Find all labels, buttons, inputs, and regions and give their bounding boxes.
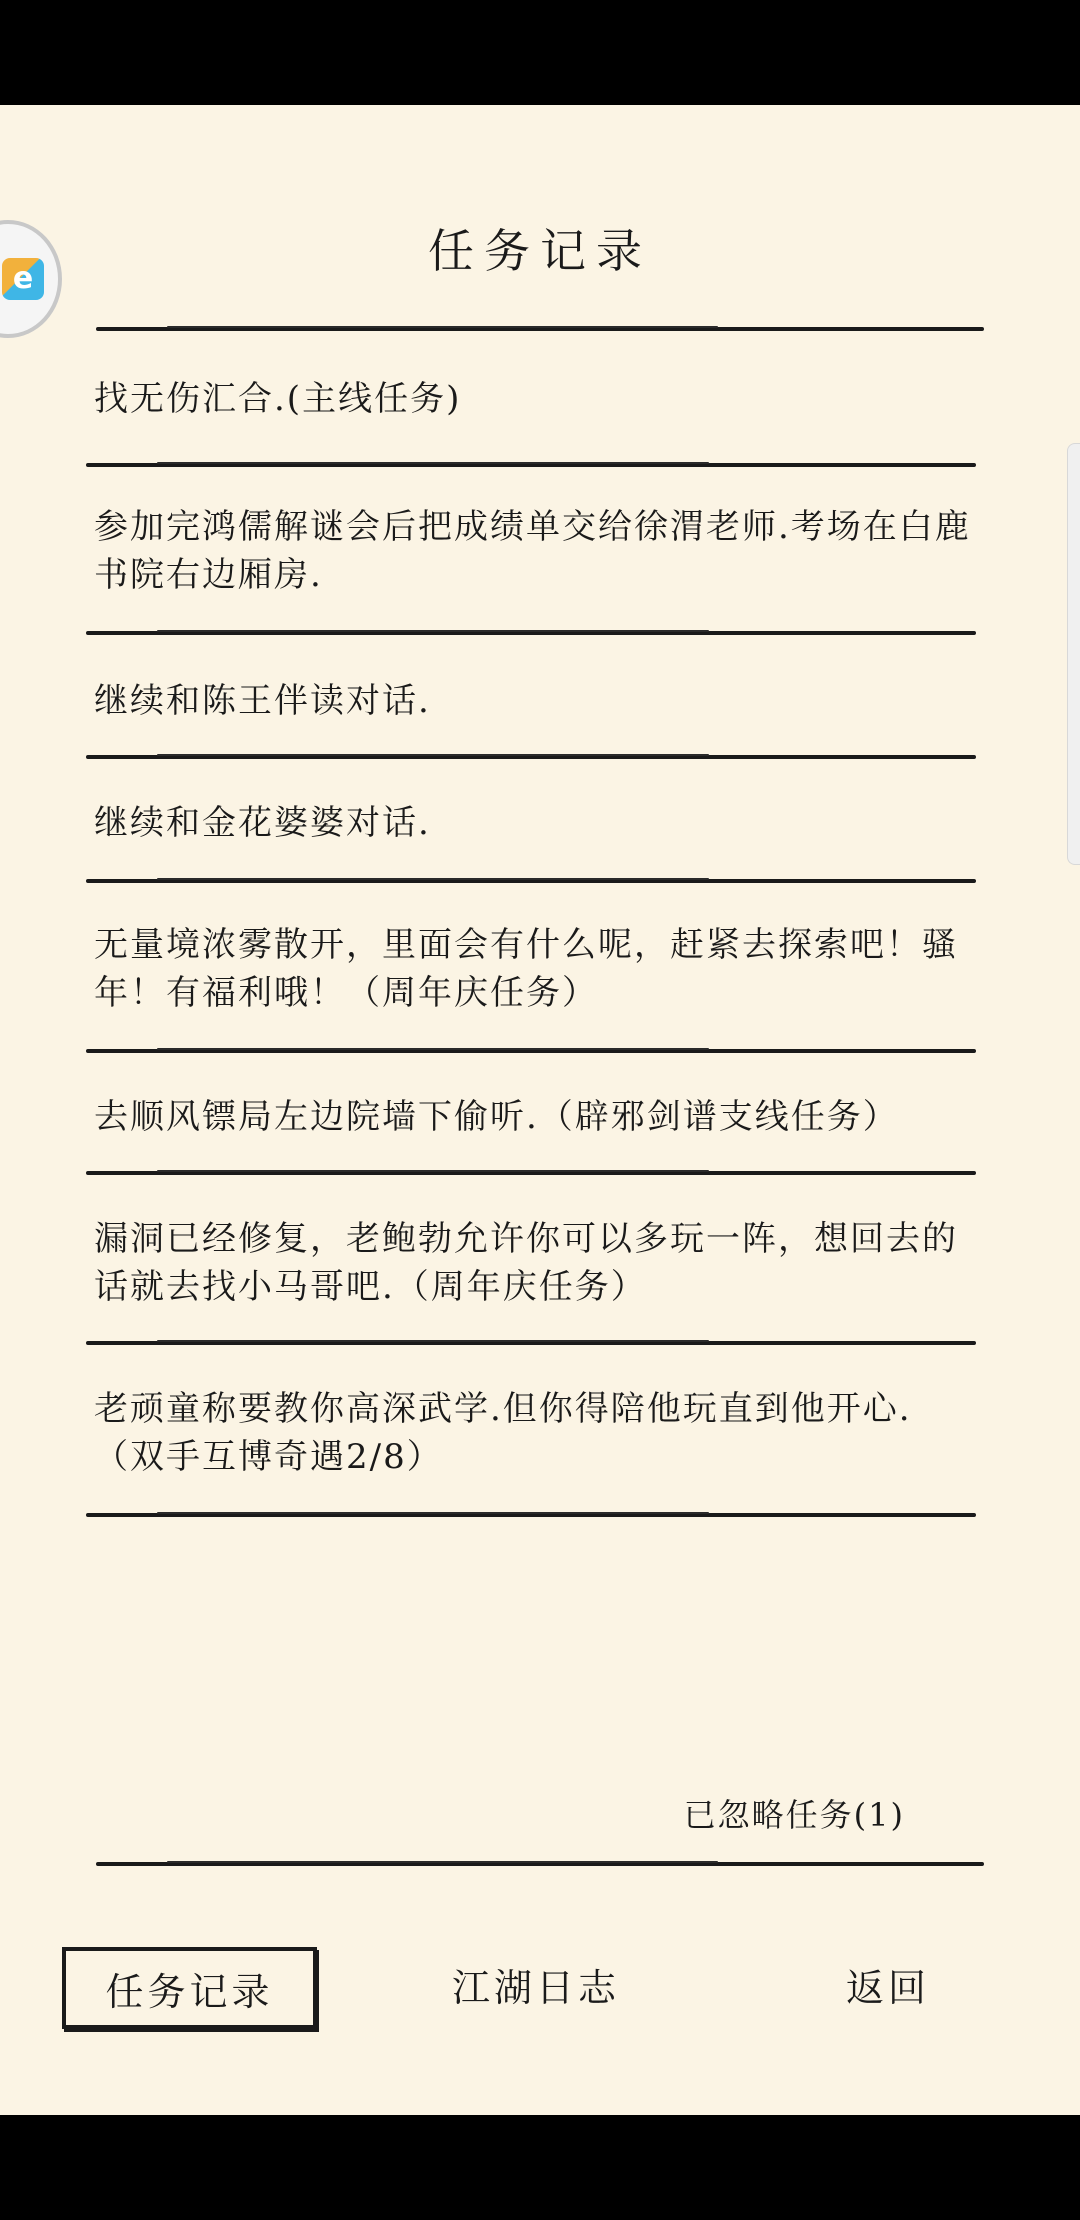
title-divider [96, 327, 984, 331]
tab-task-record-label: 任务记录 [105, 1969, 274, 2014]
edge-panel-handle[interactable] [1067, 443, 1080, 865]
divider [86, 1171, 976, 1175]
divider [86, 1049, 976, 1053]
divider [86, 463, 976, 467]
ignored-tasks-link[interactable]: 已忽略任务(1) [683, 1796, 905, 1834]
divider [86, 755, 976, 759]
task-record-screen [0, 105, 1080, 2115]
divider [86, 879, 976, 883]
status-bar [0, 0, 1080, 105]
divider [86, 1513, 976, 1517]
navigation-bar [0, 2115, 1080, 2220]
bottom-divider [96, 1862, 984, 1866]
task-item[interactable]: 继续和金花婆婆对话. [94, 803, 431, 843]
tab-jianghu-log[interactable]: 江湖日志 [452, 1966, 621, 2010]
task-item[interactable]: 参加完鸿儒解谜会后把成绩单交给徐渭老师.考场在白鹿书院右边厢房. [94, 507, 971, 595]
app-badge-icon: e [2, 258, 44, 300]
task-item[interactable]: 无量境浓雾散开，里面会有什么呢，赶紧去探索吧！骚年！有福利哦！（周年庆任务） [94, 925, 958, 1013]
back-button[interactable]: 返回 [846, 1966, 931, 2010]
divider [86, 1341, 976, 1345]
divider [86, 631, 976, 635]
page-title: 任务记录 [428, 224, 652, 278]
task-item[interactable]: 老顽童称要教你高深武学.但你得陪他玩直到他开心.（双手互博奇遇2/8） [94, 1389, 912, 1477]
task-item[interactable]: 找无伤汇合.(主线任务) [94, 379, 462, 419]
task-item[interactable]: 漏洞已经修复，老鲍勃允许你可以多玩一阵，想回去的话就去找小马哥吧.（周年庆任务） [94, 1219, 958, 1307]
task-item[interactable]: 继续和陈王伴读对话. [94, 681, 431, 721]
task-item[interactable]: 去顺风镖局左边院墙下偷听.（辟邪剑谱支线任务） [94, 1097, 899, 1137]
tab-task-record[interactable] [62, 1947, 317, 2029]
